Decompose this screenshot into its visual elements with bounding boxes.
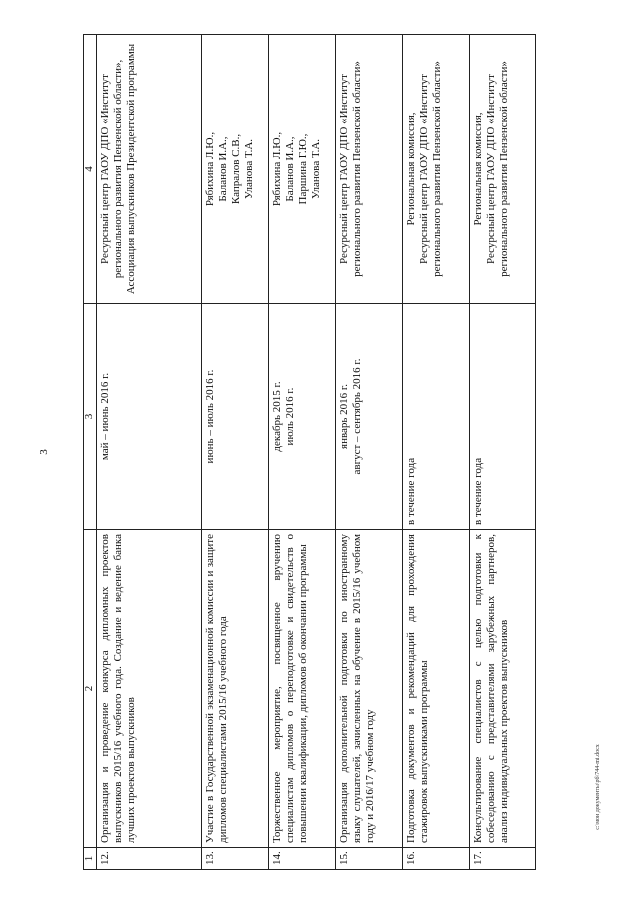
activity-cell: Торжественное мероприятие, посвященное вручению специалистам дипломов о переподготовке и свидетельств о повышении квалификации, дипломов об окончании программы xyxy=(269,530,336,848)
responsible-cell xyxy=(403,35,470,304)
table-row xyxy=(202,35,269,870)
dates-cell xyxy=(336,304,403,530)
header-col-4: 4 xyxy=(84,35,97,304)
date-line: в течение года xyxy=(472,457,484,525)
row-number: 16. xyxy=(403,848,470,870)
date-line: август – сентябрь 2016 г. xyxy=(351,358,363,475)
activity-cell: Консультирование специалистов с целью подготовки к собеседованию с представителями зарубежных партнеров, анализ индивидуальных проектов выпускников xyxy=(470,530,536,848)
responsible-cell xyxy=(470,35,536,304)
header-col-1: 1 xyxy=(84,848,97,870)
table-row xyxy=(97,35,202,870)
row-number: 17. xyxy=(470,848,536,870)
table-row xyxy=(269,35,336,870)
responsible-line: Баланов И.А., xyxy=(284,136,296,202)
row-number: 14. xyxy=(269,848,336,870)
date-line: май – июнь 2016 г. xyxy=(99,372,111,461)
dates-cell xyxy=(269,304,336,530)
date-line: в течение года xyxy=(405,457,417,525)
date-line: январь 2016 г. xyxy=(338,384,350,449)
rotated-page xyxy=(83,35,536,870)
responsible-cell xyxy=(336,35,403,304)
responsible-line: Рябихина Л.Ю., xyxy=(204,131,216,207)
responsible-cell xyxy=(269,35,336,304)
dates-cell xyxy=(470,304,536,530)
responsible-line: Ресурсный центр ГАОУ ДПО «Институт регионального развития Пензенской области» xyxy=(485,61,510,277)
responsible-line: Уланова Т.А. xyxy=(243,138,255,200)
responsible-line: Паршина Г.Ю., xyxy=(297,133,309,205)
responsible-line: Ресурсный центр ГАОУ ДПО «Институт регионального развития Пензенской области» xyxy=(338,61,363,277)
responsible-line: Уланова Т.А. xyxy=(310,138,322,200)
responsible-cell xyxy=(97,35,202,304)
responsible-line: Ресурсный центр ГАОУ ДПО «Институт регионального развития Пензенской области», xyxy=(99,59,124,279)
header-col-2: 2 xyxy=(84,530,97,848)
table-row xyxy=(403,35,470,870)
responsible-line: Баланов И.А., xyxy=(217,136,229,202)
table-row xyxy=(336,35,403,870)
date-line: декабрь 2015 г. xyxy=(271,381,283,452)
responsible-line: Ресурсный центр ГАОУ ДПО «Институт регионального развития Пензенской области» xyxy=(418,61,443,277)
header-col-3: 3 xyxy=(84,304,97,530)
responsible-line: Региональная комиссия, xyxy=(405,112,417,226)
responsible-line: Ассоциация выпускников Президентской программы xyxy=(125,43,137,295)
page-number: 3 xyxy=(38,449,50,455)
responsible-line: Рябихина Л.Ю., xyxy=(271,131,283,207)
responsible-line: Региональная комиссия, xyxy=(472,112,484,226)
activity-cell: Подготовка документов и рекомендаций для прохождения стажировок выпускниками программы xyxy=(403,530,470,848)
row-number: 12. xyxy=(97,848,202,870)
activity-cell: Организация и проведение конкурса дипломных проектов выпускников 2015/16 учебного года. Создание и ведение банка лучших проектов выпускников xyxy=(97,530,202,848)
row-number: 13. xyxy=(202,848,269,870)
responsible-cell xyxy=(202,35,269,304)
date-line: июль 2016 г. xyxy=(284,387,296,446)
activity-cell: Участие в Государственной экзаменационной комиссии и защите дипломов специалистами 2015/16 учебного года xyxy=(202,530,269,848)
header-row xyxy=(84,35,97,870)
dates-cell xyxy=(97,304,202,530)
activity-cell: Организация дополнительной подготовки по иностранному языку слушателей, зачисленных на обучение в 2015/16 учебном году и 2016/17 учебном году xyxy=(336,530,403,848)
dates-cell xyxy=(403,304,470,530)
row-number: 15. xyxy=(336,848,403,870)
responsible-line: Капралов С.В., xyxy=(230,133,242,205)
dates-cell xyxy=(202,304,269,530)
date-line: июнь – июль 2016 г. xyxy=(204,369,216,464)
footer-file-path: c:\мои документы\рб\744-mi.docx xyxy=(595,744,601,830)
plan-table xyxy=(83,34,536,870)
table-row xyxy=(470,35,536,870)
